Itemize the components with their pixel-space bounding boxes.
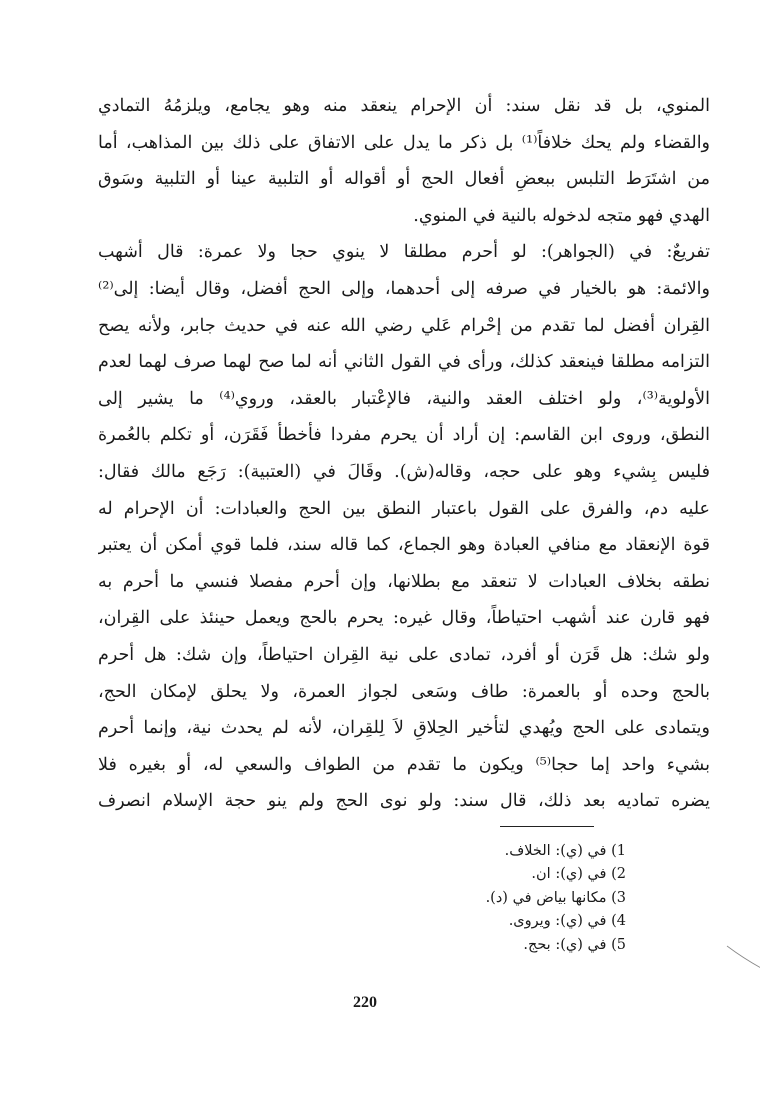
text-line: الهدي فهو متجه لدخوله بالنية في المنوي. bbox=[413, 205, 710, 226]
text-line: ولو شك: هل قَرَن أو أفرد، تمادى على نية القِران احتياطاً، وإن شك: هل أحرم bbox=[98, 644, 710, 665]
text-line: فهو قارن عند أشهب احتياطاً، وقال غيره: يحرم بالحج ويعمل حينئذ على القِران، bbox=[98, 608, 710, 629]
text-line: ويتمادى على الحج ويُهدي لتأخير الحِلاقِ لاَ لِلقِران، لأنه لم يحدث نية، وإنما أحرم bbox=[98, 718, 710, 739]
main-text bbox=[98, 88, 710, 820]
text-line: من اشتَرَط التلبس ببعضِ أفعال الحج أو أقواله أو التلبية عينا أو التلبية وسَوق bbox=[98, 169, 710, 190]
page-number: 220 bbox=[353, 994, 377, 1011]
text-line: والقضاء ولم يحك خلافاً⁽¹⁾ بل ذكر ما يدل على الاتفاق على ذلك بين المذاهب، أما bbox=[98, 132, 710, 153]
text-line: والائمة: هو بالخيار في صرفه إلى أحدهما، وإلى الحج أفضل، وقال أيضا: إلى⁽²⁾ bbox=[98, 278, 710, 299]
footnotes bbox=[400, 840, 626, 957]
text-line: فليس بِشيء وهو على حجه، وقاله(ش). وقَالَ في (العتبية): رَجَع مالك فقال: bbox=[98, 461, 710, 482]
text-line: نطقه بخلاف العبادات لا تنعقد مع بطلانها، وإن أحرم مفصلا فنسي ما أحرم به bbox=[98, 571, 710, 592]
footnote-1: 1) في (ي): الخلاف. bbox=[504, 843, 626, 859]
text-line: قوة الإنعقاد مع منافي العبادة وهو الجماع، كما قاله سند، فلما قوي أمكن أن يعتبر bbox=[98, 535, 710, 556]
text-line: الأولوية⁽³⁾، ولو اختلف العقد والنية، فالإعْتبار بالعقد، وروي⁽⁴⁾ ما يشير إلى bbox=[98, 388, 710, 409]
text-line: بالحج وحده أو بالعمرة: طاف وسَعى لجواز العمرة، ولا يحلق لإمكان الحج، bbox=[98, 681, 710, 702]
text-line: يضره تماديه بعد ذلك، قال سند: ولو نوى الحج ولم ينو حجة الإسلام انصرف bbox=[98, 791, 710, 812]
footnote-3: 3) مكانها بياض في (د). bbox=[485, 889, 626, 906]
footnote-4: 4) في (ي): ويروى. bbox=[508, 913, 626, 930]
footnote-2: 2) في (ي): ان. bbox=[531, 866, 626, 883]
text-line: التزامه مطلقا فينعقد كذلك، ورأى في القول الثاني أنه لما صح لهما صرف لهما لعدم bbox=[98, 352, 710, 373]
text-line: النطق، وروى ابن القاسم: إن أراد أن يحرم مفردا فأخطأ فَقَرَن، أو تكلم بالعُمرة bbox=[98, 425, 710, 446]
paragraph-2 bbox=[98, 234, 710, 820]
paragraph-1 bbox=[98, 88, 710, 234]
text-line: القِران أفضل لما تقدم من إحْرام عَلي رضي الله عنه في حديث جابر، ولأنه يصح bbox=[98, 315, 710, 336]
footnote-separator bbox=[500, 826, 594, 827]
text-line: عليه دم، والفرق على القول باعتبار النطق بين الحج والعبادات: أن الإحرام له bbox=[98, 498, 710, 519]
text-line: المنوي، بل قد نقل سند: أن الإحرام ينعقد منه وهو يجامع، ويلزمُهُ التمادي bbox=[98, 96, 710, 116]
scan-mark bbox=[725, 942, 760, 972]
text-line: تفريعٌ: في (الجواهر): لو أحرم مطلقا لا ينوي حجا ولا عمرة: قال أشهب bbox=[98, 242, 710, 263]
footnote-5: 5) في (ي): بحج. bbox=[523, 936, 626, 953]
text-line: بشيء واحد إما حجا⁽⁵⁾ ويكون ما تقدم من الطواف والسعي له، أو بغيره فلا bbox=[98, 754, 710, 775]
